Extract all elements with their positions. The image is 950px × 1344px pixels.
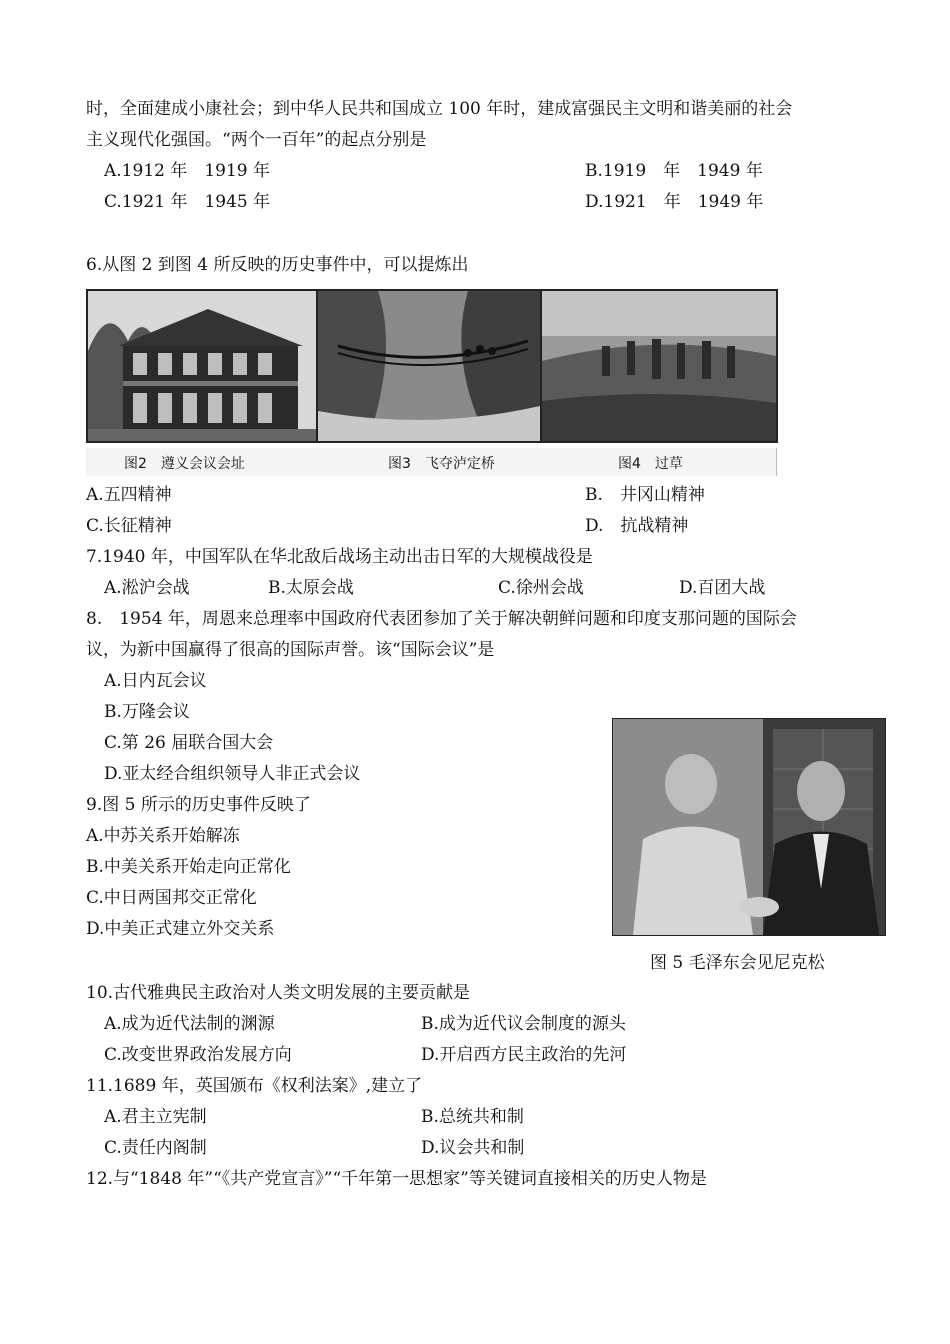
- q11-option-d: D.议会共和制: [421, 1138, 525, 1158]
- q10-option-d: D.开启西方民主政治的先河: [421, 1045, 627, 1065]
- q7-option-a: A.淞沪会战: [104, 578, 190, 598]
- q8-option-c: C.第 26 届联合国大会: [104, 733, 274, 753]
- q9-option-b: B.中美关系开始走向正常化: [86, 857, 291, 877]
- q8-stem-line1: 8. 1954 年，周恩来总理率中国政府代表团参加了关于解决朝鲜问题和印度支那问题的国际会: [86, 609, 797, 629]
- q8-option-b: B.万隆会议: [104, 702, 190, 722]
- q7-option-c: C.徐州会战: [498, 578, 584, 598]
- q7-option-d: D.百团大战: [679, 578, 766, 598]
- q9-option-a: A.中苏关系开始解冻: [86, 826, 240, 846]
- q5-stem-line1: 时，全面建成小康社会；到中华人民共和国成立 100 年时，建成富强民主文明和谐美丽的社会: [86, 99, 793, 119]
- q11-stem: 11.1689 年，英国颁布《权利法案》,建立了: [86, 1076, 423, 1096]
- q6-stem: 6.从图 2 到图 4 所反映的历史事件中，可以提炼出: [86, 255, 469, 275]
- q5-option-a: A.1912 年 1919 年: [104, 161, 271, 181]
- q10-option-c: C.改变世界政治发展方向: [104, 1045, 292, 1065]
- q10-option-a: A.成为近代法制的渊源: [104, 1014, 275, 1034]
- q12-stem: 12.与“1848 年”“《共产党宣言》”“千年第一思想家”等关键词直接相关的历史人物是: [86, 1169, 707, 1189]
- figure-2-image: [86, 289, 318, 443]
- figure-5-caption: 图 5 毛泽东会见尼克松: [650, 953, 825, 973]
- figure-3-image: [316, 289, 542, 443]
- q6-option-d: D. 抗战精神: [585, 516, 689, 536]
- q9-stem: 9.图 5 所示的历史事件反映了: [86, 795, 311, 815]
- q11-option-a: A.君主立宪制: [104, 1107, 207, 1127]
- figure-3-caption: 图3 飞夺泸定桥: [388, 456, 495, 472]
- q9-option-c: C.中日两国邦交正常化: [86, 888, 257, 908]
- q6-option-c: C.长征精神: [86, 516, 172, 536]
- q11-option-b: B.总统共和制: [421, 1107, 524, 1127]
- q5-option-c: C.1921 年 1945 年: [104, 192, 271, 212]
- q10-stem: 10.古代雅典民主政治对人类文明发展的主要贡献是: [86, 983, 471, 1003]
- q6-option-b: B. 井冈山精神: [585, 485, 705, 505]
- q5-option-b: B.1919 年 1949 年: [585, 161, 763, 181]
- figure-2-caption: 图2 遵义会议会址: [124, 456, 245, 472]
- q10-option-b: B.成为近代议会制度的源头: [421, 1014, 626, 1034]
- q8-option-a: A.日内瓦会议: [104, 671, 207, 691]
- q5-stem-line2: 主义现代化强国。“两个一百年”的起点分别是: [86, 130, 427, 150]
- figure-4-image: [540, 289, 778, 443]
- q7-stem: 7.1940 年，中国军队在华北敌后战场主动出击日军的大规模战役是: [86, 547, 593, 567]
- figure-4-caption: 图4 过草: [618, 456, 683, 472]
- q8-stem-line2: 议，为新中国赢得了很高的国际声誉。该“国际会议”是: [86, 640, 495, 660]
- q5-option-d: D.1921 年 1949 年: [585, 192, 764, 212]
- q11-option-c: C.责任内阁制: [104, 1138, 207, 1158]
- q7-option-b: B.太原会战: [268, 578, 354, 598]
- q6-option-a: A.五四精神: [86, 485, 172, 505]
- q9-option-d: D.中美正式建立外交关系: [86, 919, 275, 939]
- figure-5-image: [612, 718, 886, 936]
- q8-option-d: D.亚太经合组织领导人非正式会议: [104, 764, 361, 784]
